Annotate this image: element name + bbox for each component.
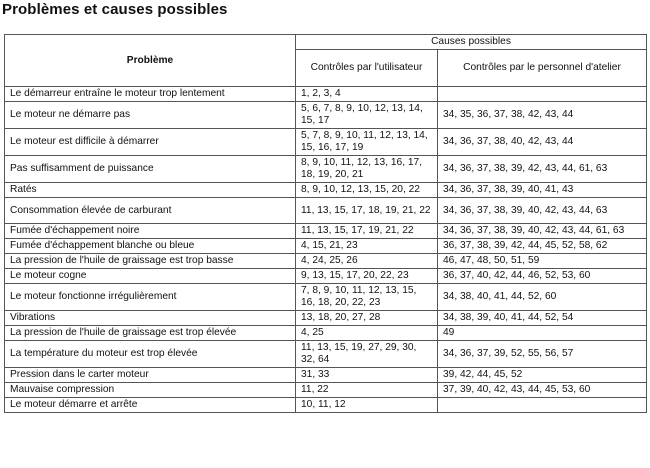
cell-problem: La température du moteur est trop élevée: [5, 341, 296, 368]
table-row: [5, 198, 647, 224]
cell-problem: La pression de l'huile de graissage est trop basse: [5, 254, 296, 269]
cell-staff: 46, 47, 48, 50, 51, 59: [438, 254, 647, 269]
cell-user: 10, 11, 12: [296, 398, 438, 413]
cell-user: 4, 24, 25, 26: [296, 254, 438, 269]
cell-user: 7, 8, 9, 10, 11, 12, 13, 15, 16, 18, 20, 22, 23: [296, 284, 438, 311]
table-row: [5, 341, 647, 368]
header-problem: Problème: [5, 35, 296, 87]
cell-staff: 39, 42, 44, 45, 52: [438, 368, 647, 383]
cell-problem: Pression dans le carter moteur: [5, 368, 296, 383]
cell-staff: 36, 37, 38, 39, 42, 44, 45, 52, 58, 62: [438, 239, 647, 254]
table-row: [5, 311, 647, 326]
cell-user: 4, 25: [296, 326, 438, 341]
table-body: [5, 87, 647, 413]
table-row: [5, 254, 647, 269]
page-title: Problèmes et causes possibles: [2, 1, 228, 18]
cell-user: 11, 13, 15, 19, 27, 29, 30, 32, 64: [296, 341, 438, 368]
cell-staff: 34, 35, 36, 37, 38, 42, 43, 44: [438, 102, 647, 129]
cell-problem: Pas suffisamment de puissance: [5, 156, 296, 183]
cell-problem: Fumée d'échappement noire: [5, 224, 296, 239]
cell-user: 8, 9, 10, 12, 13, 15, 20, 22: [296, 183, 438, 198]
table-row: [5, 326, 647, 341]
cell-staff: 34, 36, 37, 38, 39, 42, 43, 44, 61, 63: [438, 156, 647, 183]
cell-problem: La pression de l'huile de graissage est trop élevée: [5, 326, 296, 341]
table-row: [5, 129, 647, 156]
cell-user: 31, 33: [296, 368, 438, 383]
cell-staff: 49: [438, 326, 647, 341]
cell-user: 11, 13, 15, 17, 18, 19, 21, 22: [296, 198, 438, 224]
cell-problem: Le moteur fonctionne irrégulièrement: [5, 284, 296, 311]
table-row: [5, 224, 647, 239]
cell-staff: [438, 87, 647, 102]
cell-staff: [438, 398, 647, 413]
cell-staff: 34, 36, 37, 38, 39, 40, 42, 43, 44, 63: [438, 198, 647, 224]
cell-user: 1, 2, 3, 4: [296, 87, 438, 102]
cell-problem: Vibrations: [5, 311, 296, 326]
cell-staff: 34, 38, 39, 40, 41, 44, 52, 54: [438, 311, 647, 326]
cell-problem: Le moteur est difficile à démarrer: [5, 129, 296, 156]
cell-problem: Le moteur ne démarre pas: [5, 102, 296, 129]
cell-user: 11, 22: [296, 383, 438, 398]
table-row: [5, 102, 647, 129]
cell-staff: 34, 36, 37, 38, 39, 40, 42, 43, 44, 61, 63: [438, 224, 647, 239]
cell-problem: Fumée d'échappement blanche ou bleue: [5, 239, 296, 254]
cell-staff: 36, 37, 40, 42, 44, 46, 52, 53, 60: [438, 269, 647, 284]
table-row: [5, 398, 647, 413]
cell-staff: 34, 38, 40, 41, 44, 52, 60: [438, 284, 647, 311]
cell-user: 9, 13, 15, 17, 20, 22, 23: [296, 269, 438, 284]
table-row: [5, 284, 647, 311]
header-row-1: [5, 35, 647, 50]
table-row: [5, 156, 647, 183]
cell-staff: 34, 36, 37, 38, 39, 40, 41, 43: [438, 183, 647, 198]
cell-staff: 34, 36, 37, 39, 52, 55, 56, 57: [438, 341, 647, 368]
table-row: [5, 368, 647, 383]
cell-user: 5, 7, 8, 9, 10, 11, 12, 13, 14, 15, 16, 17, 19: [296, 129, 438, 156]
table-row: [5, 269, 647, 284]
header-user-checks: Contrôles par l'utilisateur: [296, 50, 438, 87]
table-row: [5, 383, 647, 398]
cell-user: 11, 13, 15, 17, 19, 21, 22: [296, 224, 438, 239]
cell-problem: Mauvaise compression: [5, 383, 296, 398]
cell-problem: Ratés: [5, 183, 296, 198]
cell-problem: Le moteur cogne: [5, 269, 296, 284]
header-causes: Causes possibles: [296, 35, 647, 50]
cell-staff: 34, 36, 37, 38, 40, 42, 43, 44: [438, 129, 647, 156]
cell-problem: Le démarreur entraîne le moteur trop lentement: [5, 87, 296, 102]
cell-problem: Consommation élevée de carburant: [5, 198, 296, 224]
troubleshooting-table: [4, 34, 647, 413]
table-row: [5, 87, 647, 102]
cell-staff: 37, 39, 40, 42, 43, 44, 45, 53, 60: [438, 383, 647, 398]
cell-user: 13, 18, 20, 27, 28: [296, 311, 438, 326]
header-staff-checks: Contrôles par le personnel d'atelier: [438, 50, 647, 87]
cell-user: 5, 6, 7, 8, 9, 10, 12, 13, 14, 15, 17: [296, 102, 438, 129]
cell-user: 8, 9, 10, 11, 12, 13, 16, 17, 18, 19, 20, 21: [296, 156, 438, 183]
cell-user: 4, 15, 21, 23: [296, 239, 438, 254]
table-row: [5, 239, 647, 254]
cell-problem: Le moteur démarre et arrête: [5, 398, 296, 413]
table-row: [5, 183, 647, 198]
